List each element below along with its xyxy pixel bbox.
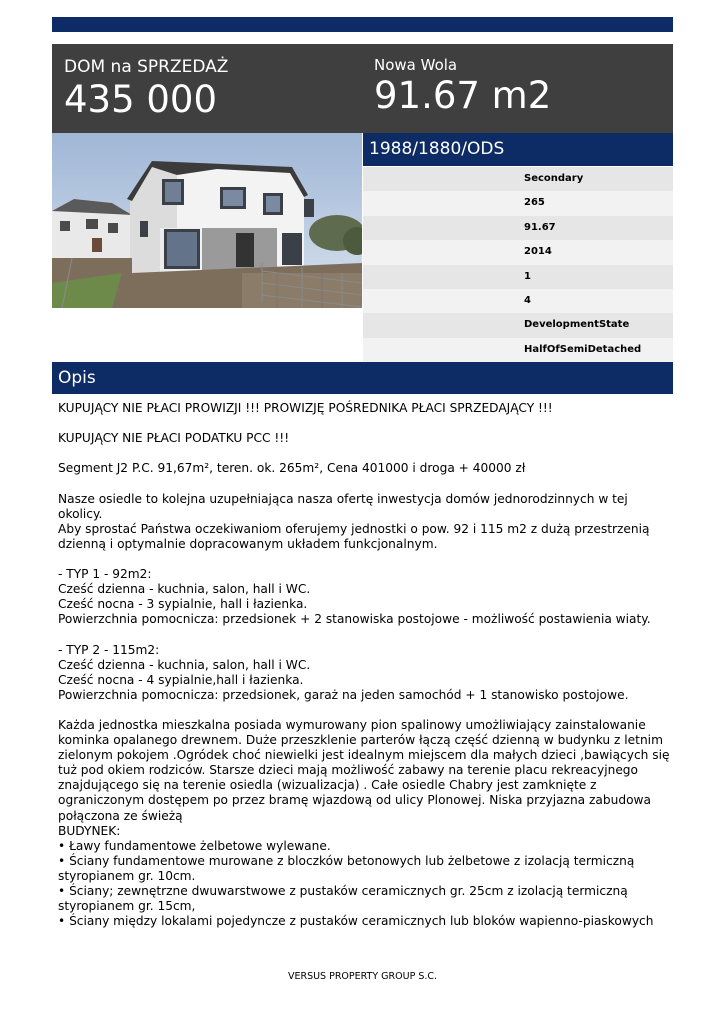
property-floors: 1 <box>363 265 673 289</box>
property-build-year: 2014 <box>363 240 673 264</box>
property-photo <box>52 133 362 308</box>
listing-header <box>52 44 673 133</box>
header-right <box>374 56 551 117</box>
footer-company: VERSUS PROPERTY GROUP S.C. <box>287 971 438 982</box>
property-rooms: 4 <box>363 289 673 313</box>
listing-type: DOM na SPRZEDAŻ <box>64 57 229 77</box>
property-building-type: HalfOfSemiDetached <box>363 338 673 362</box>
property-usable-area: 91.67 <box>363 216 673 240</box>
listing-price: 435 000 <box>64 78 218 121</box>
property-details <box>363 167 673 362</box>
description-title: Opis <box>52 362 673 394</box>
description-text: KUPUJĄCY NIE PŁACI PROWIZJI !!! PROWIZJĘ POŚREDNIKA PŁACI SPRZEDAJĄCY !!! KUPUJĄCY NIE PŁACI PODATKU PCC !!! Segment J2 P.C. 91,67m², teren. ok. 265m², Cena 401000 i droga + 40000 zł Nasze osiedle to kolejna uzupełniająca nasza ofertę inwestycja domów jednorodzinnych w tej okolicy. Aby sprostać Państwa oczekiwaniom oferujemy jednostki o pow. 92 i 115 m2 z dużą przestrzenią dzienną i optymalnie dopracowanym układem funkcjonalnym. - TYP 1 - 92m2: Cześć dzienna - kuchnia, salon, hall i WC. Cześć nocna - 3 sypialnie, hall i łazienka. Powierzchnia pomocnicza: przedsionek + 2 stanowiska postojowe - możliwość postawienia wiaty. - TYP 2 - 115m2: Cześć dzienna - kuchnia, salon, hall i WC. Cześć nocna - 4 sypialnie,hall i łazienka. Powierzchnia pomocnicza: przedsionek, garaż na jeden samochód + 1 stanowisko postojowe. Każda jednostka mieszkalna posiada wymurowany pion spalinowy umożliwiający zainstalowanie kominka opalanego drewnem. Duże przeszklenie parterów łączą część dzienną w budynku z letnim zielonym pokojem .Ogródek choć niewielki jest idealnym miejscem dla małych dzieci ,bawiących się tuż pod okiem rodziców. Starsze dzieci mają możliwość zabawy na terenie placu rekreacyjnego znajdującego się na terenie osiedla (wizualizacja) . Całe osiedle Chabry jest zamknięte z ograniczonym dostępem po przez bramę wjazdową od ulicy Plonowej. Niska przyjazna zabudowa połączona ze świeżą BUDYNEK: • Ławy fundamentowe żelbetowe wylewane. • Ściany fundamentowe murowane z bloczków betonowych lub żelbetowe z izolacją termiczną styropianem gr. 10cm. • Ściany; zewnętrzne dwuwarstwowe z pustaków ceramicznych gr. 25cm z izolacją termiczną styropianem gr. 15cm, • Ściany między lokalami pojedyncze z pustaków ceramicznych lub bloków wapienno-piaskowych <box>58 401 670 929</box>
reference-number: 1988/1880/ODS <box>363 133 673 166</box>
header-left <box>64 57 228 121</box>
listing-area: 91.67 m2 <box>374 74 552 117</box>
property-plot-area: 265 <box>363 191 673 215</box>
listing-location: Nowa Wola <box>374 56 458 74</box>
property-market: Secondary <box>363 167 673 191</box>
top-accent-bar <box>52 17 673 32</box>
property-state: DevelopmentState <box>363 313 673 337</box>
